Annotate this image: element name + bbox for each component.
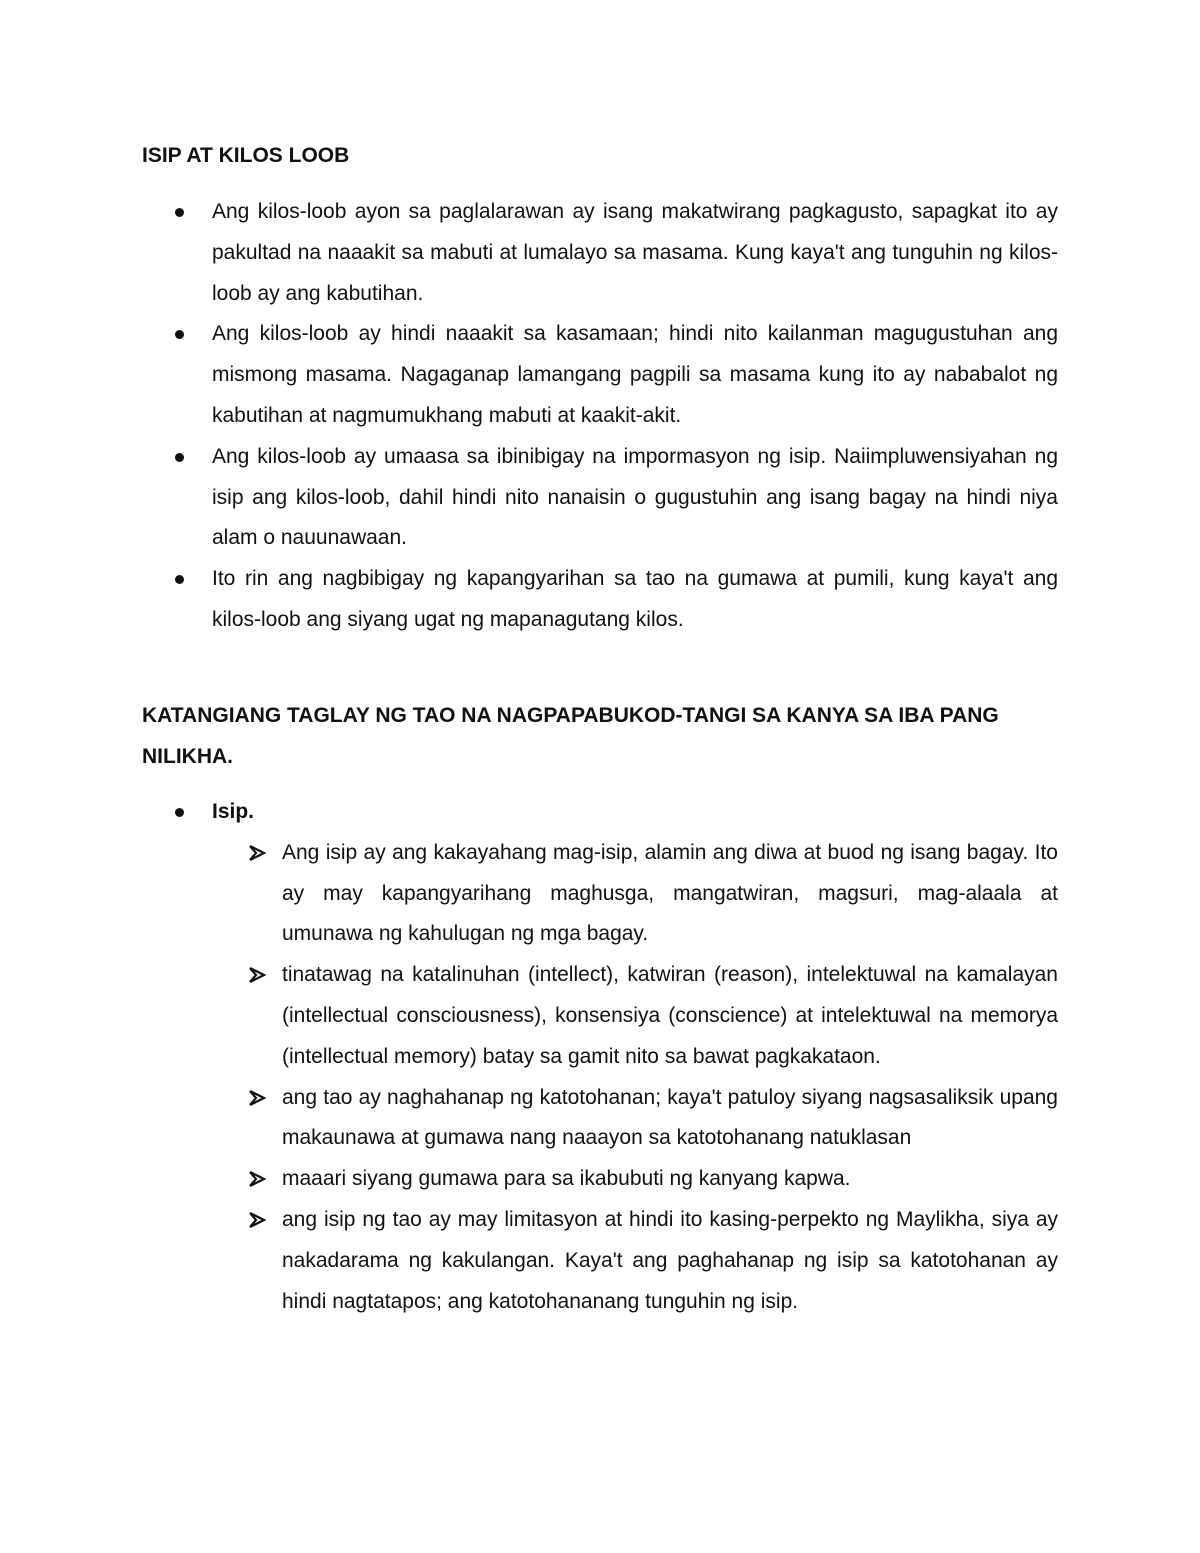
bullet-icon xyxy=(175,575,184,584)
list-item-isip xyxy=(212,792,1058,1322)
list-item xyxy=(212,437,1058,559)
sub-list-item xyxy=(282,1159,1058,1200)
sub-list-item-text: tinatawag na katalinuhan (intellect), katwiran (reason), intelektuwal na kamalayan (intellectual consciousness), konsensiya (conscience) at intelektuwal na memorya (intellectual memory) batay sa gamit nito sa bawat pagkakataon. xyxy=(282,963,1058,1068)
sub-list-item xyxy=(282,833,1058,955)
arrowhead-bullet-icon xyxy=(248,1159,266,1199)
arrowhead-bullet-icon xyxy=(248,1200,266,1240)
list-item xyxy=(212,192,1058,314)
bullet-icon xyxy=(175,808,184,817)
arrowhead-bullet-icon xyxy=(248,833,266,873)
sub-list-item-text: ang isip ng tao ay may limitasyon at hindi ito kasing-perpekto ng Maylikha, siya ay nakadarama ng kakulangan. Kaya't ang paghahanap ng isip sa katotohanan ay hindi nagtatapos; ang katotohananang tunguhin ng isip. xyxy=(282,1207,1058,1313)
section-title-isip-at-kilos-loob: ISIP AT KILOS LOOB xyxy=(142,144,350,167)
katangian-bullet-list xyxy=(212,792,1058,1322)
isip-subitem-list xyxy=(212,833,1058,1323)
section-title-katangiang-taglay: KATANGIANG TAGLAY NG TAO NA NAGPAPABUKOD-TANGI SA KANYA SA IBA PANG NILIKHA. xyxy=(142,704,999,768)
sub-list-item xyxy=(282,1078,1058,1160)
arrowhead-bullet-icon xyxy=(248,955,266,995)
list-item xyxy=(212,559,1058,641)
list-item-label: Isip. xyxy=(212,800,255,823)
bullet-icon xyxy=(175,208,184,217)
kilos-loob-bullet-list xyxy=(212,192,1058,641)
sub-list-item-text: maaari siyang gumawa para sa ikabubuti ng kanyang kapwa. xyxy=(282,1167,851,1191)
bullet-icon xyxy=(175,453,184,462)
list-item-text: Ang kilos-loob ay hindi naaakit sa kasamaan; hindi nito kailanman magugustuhan ang mismong masama. Nagaganap lamangang pagpili sa masama kung ito ay nababalot ng kabutihan at nagmumukhang mabuti at kaakit-akit. xyxy=(212,322,1058,427)
bullet-icon xyxy=(175,330,184,339)
list-item-text: Ito rin ang nagbibigay ng kapangyarihan sa tao na gumawa at pumili, kung kaya't ang kilos-loob ang siyang ugat ng mapanagutang kilos. xyxy=(212,567,1058,631)
list-item-text: Ang kilos-loob ayon sa paglalarawan ay isang makatwirang pagkagusto, sapagkat ito ay pakultad na naaakit sa mabuti at lumalayo sa masama. Kung kaya't ang tunguhin ng kilos-loob ay ang kabutihan. xyxy=(212,200,1058,305)
arrowhead-bullet-icon xyxy=(248,1078,266,1118)
list-item-text: Ang kilos-loob ay umaasa sa ibinibigay na impormasyon ng isip. Naiimpluwensiyahan ng isip ang kilos-loob, dahil hindi nito nanaisin o gugustuhin ang isang bagay na hindi niya alam o nauunawaan. xyxy=(212,444,1058,550)
list-item xyxy=(212,314,1058,436)
sub-list-item-text: Ang isip ay ang kakayahang mag-isip, alamin ang diwa at buod ng isang bagay. Ito ay may kapangyarihang maghusga, mangatwiran, magsuri, mag-alaala at umunawa ng kahulugan ng mga bagay. xyxy=(282,840,1058,946)
sub-list-item-text: ang tao ay naghahanap ng katotohanan; kaya't patuloy siyang nagsasaliksik upang makaunawa at gumawa nang naaayon sa katotohanang natuklasan xyxy=(282,1085,1058,1150)
sub-list-item xyxy=(282,955,1058,1077)
sub-list-item xyxy=(282,1200,1058,1322)
